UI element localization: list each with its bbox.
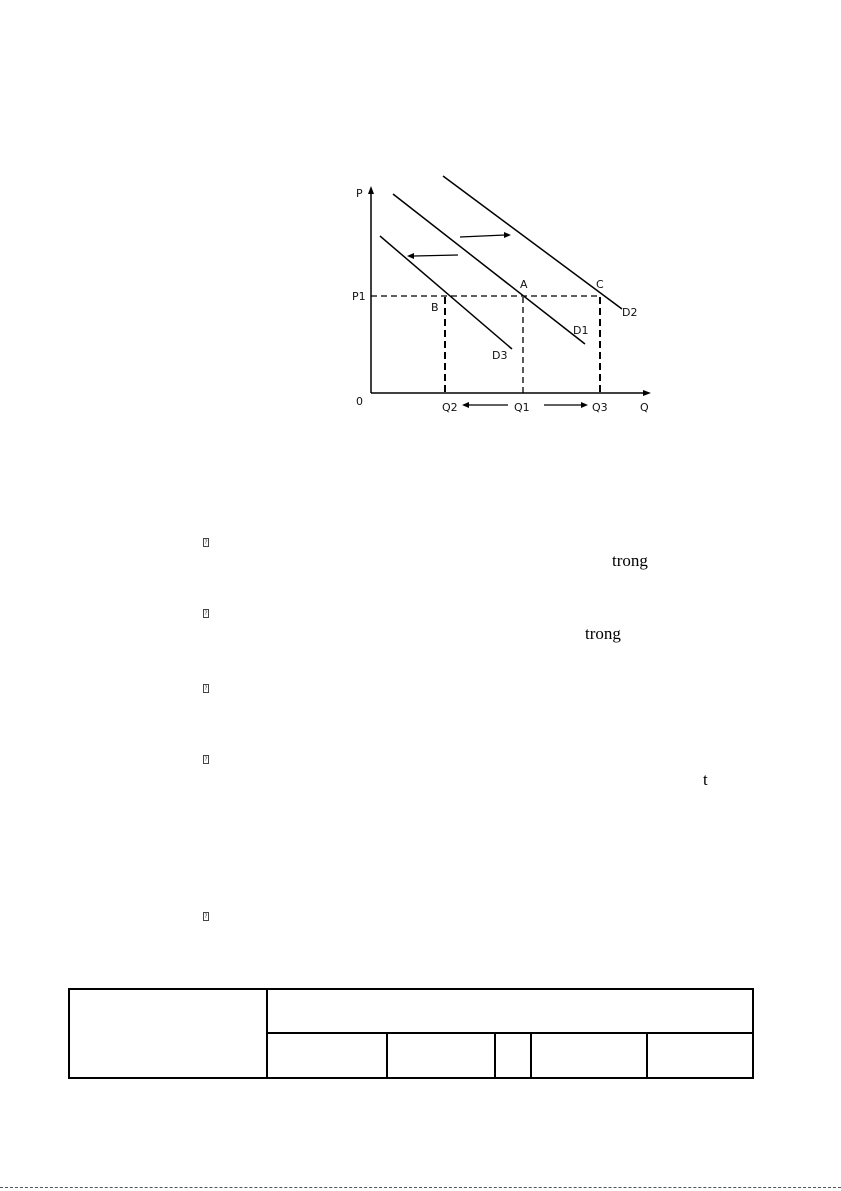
table-cell: [495, 1033, 531, 1078]
point-label-c: C: [596, 278, 604, 291]
bullet-glyph-3: ?: [204, 685, 208, 692]
table-cell: [387, 1033, 495, 1078]
price-level-label: P1: [352, 290, 366, 303]
text-fragment-trong-1: trong: [612, 551, 648, 570]
price-axis-arrowhead: [368, 186, 374, 194]
demand-shift-diagram: [0, 0, 841, 460]
point-label-b: B: [431, 301, 439, 314]
price-axis-label: P: [356, 187, 363, 200]
table-cell: [531, 1033, 647, 1078]
origin-label: 0: [356, 395, 363, 408]
table-cell: [647, 1033, 753, 1078]
curve-label-d2: D2: [622, 306, 638, 319]
page-bottom-rule: [0, 1187, 841, 1188]
shift-right-arrow: [460, 235, 505, 237]
q1-to-q2-arrowhead: [462, 402, 469, 408]
comparison-table: [68, 988, 754, 1079]
bullet-glyph-5: ?: [204, 913, 208, 920]
text-fragment-t: t: [703, 770, 708, 789]
demand-curve-d1: [393, 194, 585, 344]
curve-label-d1: D1: [573, 324, 589, 337]
quantity-axis-label: Q: [640, 401, 649, 414]
bullet-glyph-1: ?: [204, 539, 208, 546]
bullet-glyph-4: ?: [204, 756, 208, 763]
table-cell: [267, 1033, 387, 1078]
quantity-axis-arrowhead: [643, 390, 651, 396]
table-group-header-cell: [267, 989, 753, 1033]
quantity-label-q1: Q1: [514, 401, 530, 414]
bullet-glyph-2: ?: [204, 610, 208, 617]
text-fragment-trong-2: trong: [585, 624, 621, 643]
table-row-header-cell: [69, 989, 267, 1078]
quantity-label-q2: Q2: [442, 401, 458, 414]
shift-left-arrow: [414, 255, 458, 256]
shift-left-arrowhead: [407, 253, 414, 259]
quantity-label-q3: Q3: [592, 401, 608, 414]
q1-to-q3-arrowhead: [581, 402, 588, 408]
curve-label-d3: D3: [492, 349, 508, 362]
shift-right-arrowhead: [504, 232, 511, 238]
point-label-a: A: [520, 278, 528, 291]
